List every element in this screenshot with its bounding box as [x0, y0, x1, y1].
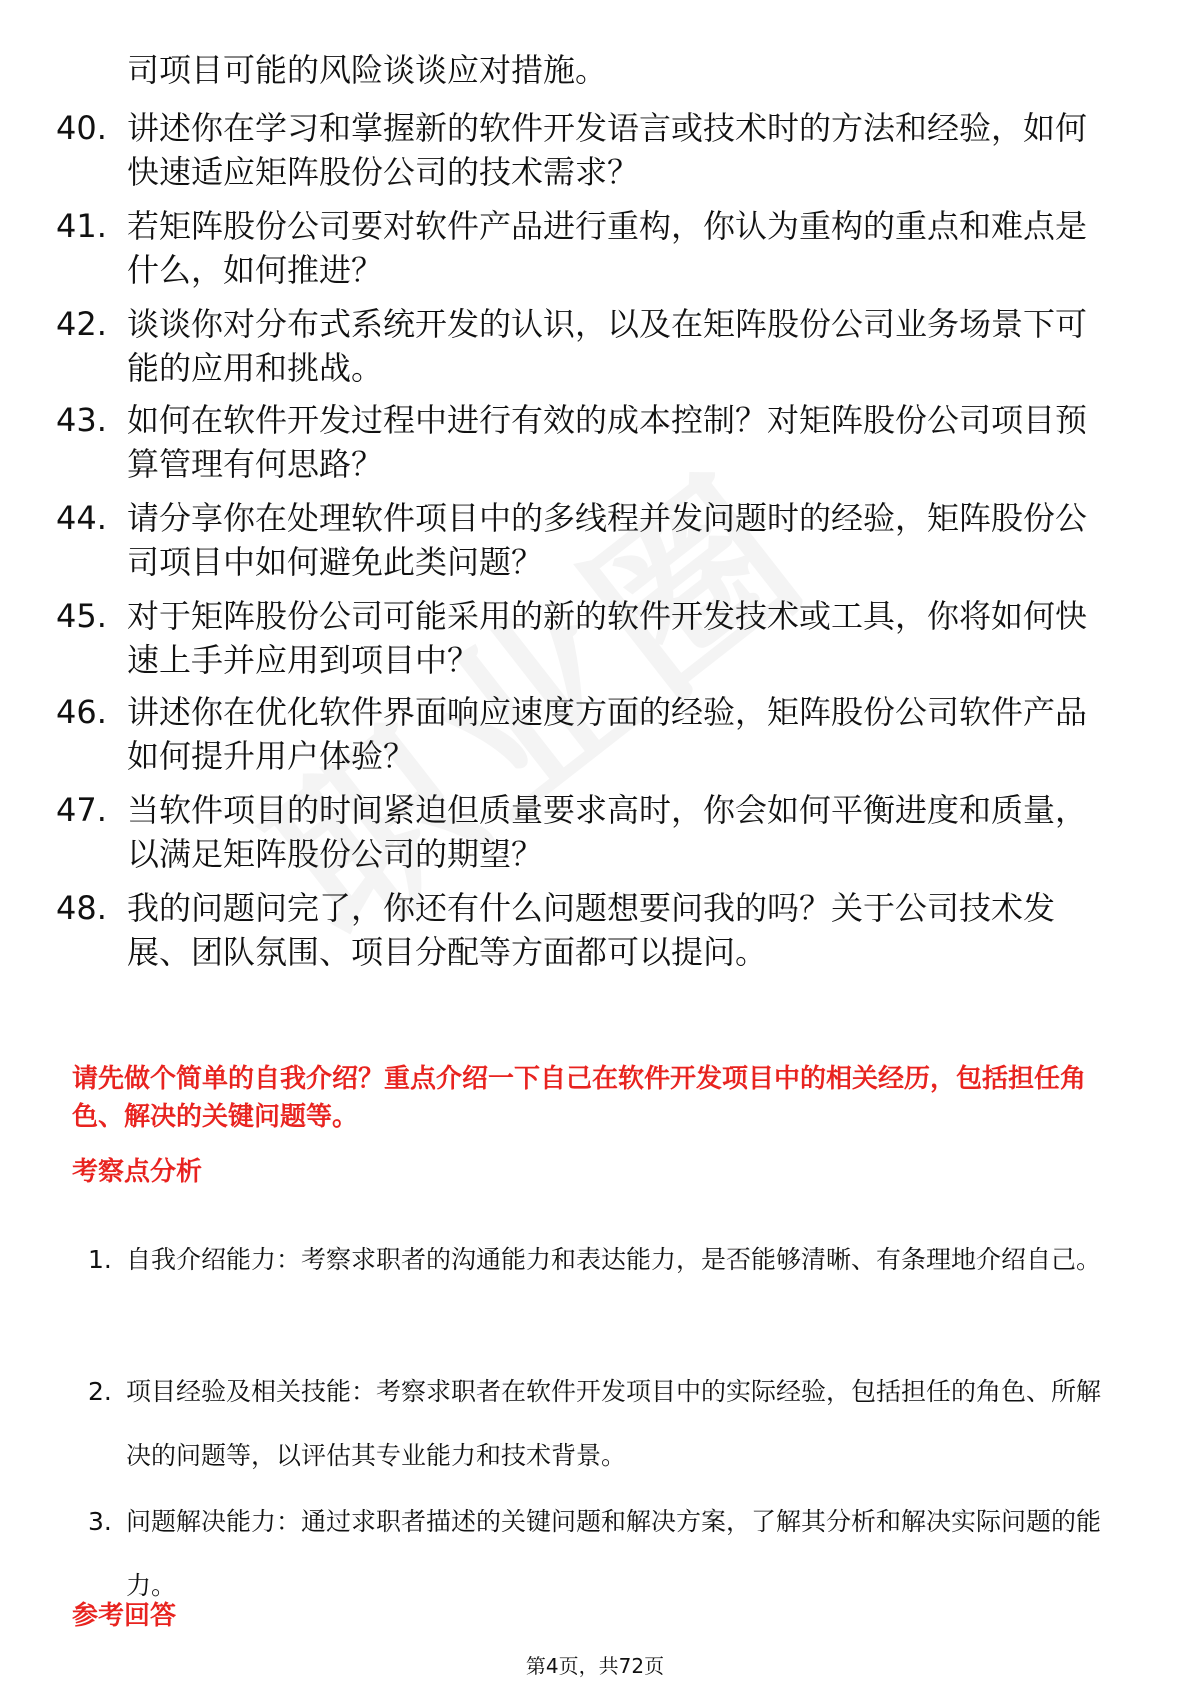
- question-number: 43.: [56, 401, 107, 439]
- question-text: 讲述你在学习和掌握新的软件开发语言或技术时的方法和经验，如何快速适应矩阵股份公司的技术需求？: [127, 109, 1088, 191]
- analysis-heading: 考察点分析: [72, 1157, 203, 1187]
- analysis-number: 1.: [88, 1245, 112, 1274]
- question-text: 司项目可能的风险谈谈应对措施。: [127, 51, 608, 89]
- question-text: 请分享你在处理软件项目中的多线程并发问题时的经验，矩阵股份公司项目中如何避免此类问题？: [127, 499, 1088, 581]
- question-text: 我的问题问完了，你还有什么问题想要问我的吗？关于公司技术发展、团队氛围、项目分配等方面都可以提问。: [127, 889, 1056, 971]
- question-number: 48.: [56, 889, 107, 927]
- question-number: 46.: [56, 693, 107, 731]
- question-number: 47.: [56, 791, 107, 829]
- analysis-text: 问题解决能力：通过求职者描述的关键问题和解决方案，了解其分析和解决实际问题的能力。: [126, 1507, 1102, 1600]
- analysis-text: 项目经验及相关技能：考察求职者在软件开发项目中的实际经验，包括担任的角色、所解决的问题等，以评估其专业能力和技术背景。: [126, 1377, 1102, 1470]
- question-number: 45.: [56, 597, 107, 635]
- question-text: 谈谈你对分布式系统开发的认识，以及在矩阵股份公司业务场景下可能的应用和挑战。: [127, 305, 1088, 387]
- question-text: 对于矩阵股份公司可能采用的新的软件开发技术或工具，你将如何快速上手并应用到项目中？: [127, 597, 1088, 679]
- page-number: 第4页，共72页: [525, 1654, 665, 1678]
- question-number: 44.: [56, 499, 107, 537]
- analysis-number: 3.: [88, 1507, 112, 1536]
- question-text: 当软件项目的时间紧迫但质量要求高时，你会如何平衡进度和质量，以满足矩阵股份公司的期望？: [127, 791, 1088, 873]
- question-text: 讲述你在优化软件界面响应速度方面的经验，矩阵股份公司软件产品如何提升用户体验？: [127, 693, 1088, 775]
- analysis-text: 自我介绍能力：考察求职者的沟通能力和表达能力，是否能够清晰、有条理地介绍自己。: [126, 1245, 1102, 1274]
- question-number: 41.: [56, 207, 107, 245]
- question-number: 42.: [56, 305, 107, 343]
- reference-heading: 参考回答: [72, 1601, 177, 1631]
- analysis-number: 2.: [88, 1377, 112, 1406]
- question-text: 如何在软件开发过程中进行有效的成本控制？对矩阵股份公司项目预算管理有何思路？: [127, 401, 1088, 483]
- featured-question: 请先做个简单的自我介绍？重点介绍一下自己在软件开发项目中的相关经历，包括担任角色、解决的关键问题等。: [72, 1064, 1087, 1132]
- question-number: 40.: [56, 109, 107, 147]
- question-text: 若矩阵股份公司要对软件产品进行重构，你认为重构的重点和难点是什么，如何推进？: [127, 207, 1088, 289]
